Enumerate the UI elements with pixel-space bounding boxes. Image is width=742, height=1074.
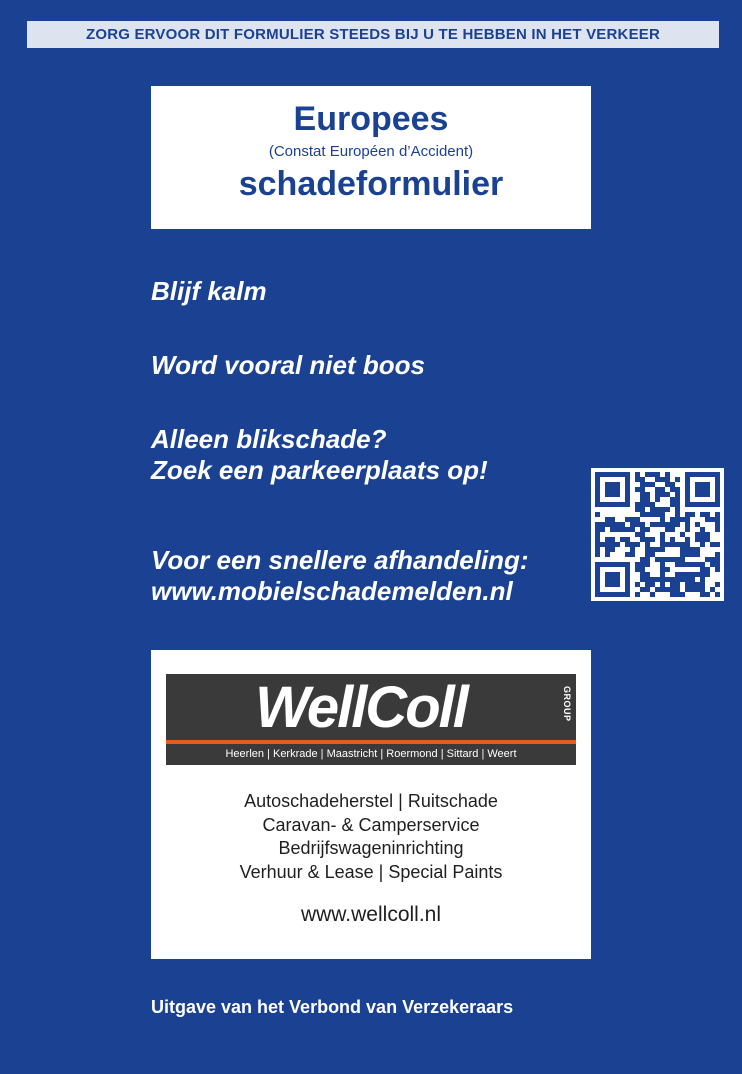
logo-stripe [166, 740, 576, 744]
wellcoll-logo [166, 674, 576, 765]
top-banner: ZORG ERVOOR DIT FORMULIER STEEDS BIJ U TE HEBBEN IN HET VERKEER [27, 21, 719, 48]
logo-cities: Heerlen | Kerkrade | Maastricht | Roermond | Sittard | Weert [225, 748, 517, 760]
services-list [151, 790, 591, 884]
title-line-2: schadeformulier [238, 165, 504, 203]
logo-group-label: GROUP [562, 686, 572, 722]
qr-code-graphic [591, 468, 724, 601]
logo-wordmark: WellColl [255, 675, 467, 740]
message-stay-calm: Blijf kalm [151, 276, 267, 306]
message-website-link[interactable]: www.mobielschademelden.nl [151, 576, 513, 606]
title-subtitle: (Constat Européen d’Accident) [268, 143, 474, 160]
title-line-1: Europees [293, 100, 449, 138]
message-no-anger: Word vooral niet boos [151, 350, 425, 380]
wellcoll-website-link[interactable]: www.wellcoll.nl [300, 903, 442, 926]
message-damage-question: Alleen blikschade? [151, 424, 387, 454]
title-box [151, 86, 591, 229]
service-line: Verhuur & Lease | Special Paints [239, 861, 503, 882]
message-faster-handling: Voor een snellere afhandeling: [151, 545, 529, 575]
advertisement-box [151, 650, 591, 959]
service-line: Caravan- & Camperservice [262, 814, 480, 835]
message-parking: Zoek een parkeerplaats op! [151, 455, 488, 485]
service-line: Bedrijfswageninrichting [278, 838, 464, 858]
qr-code-icon[interactable] [591, 468, 724, 601]
publisher-footer: Uitgave van het Verbond van Verzekeraars [151, 997, 514, 1017]
service-line: Autoschadeherstel | Ruitschade [244, 791, 498, 811]
